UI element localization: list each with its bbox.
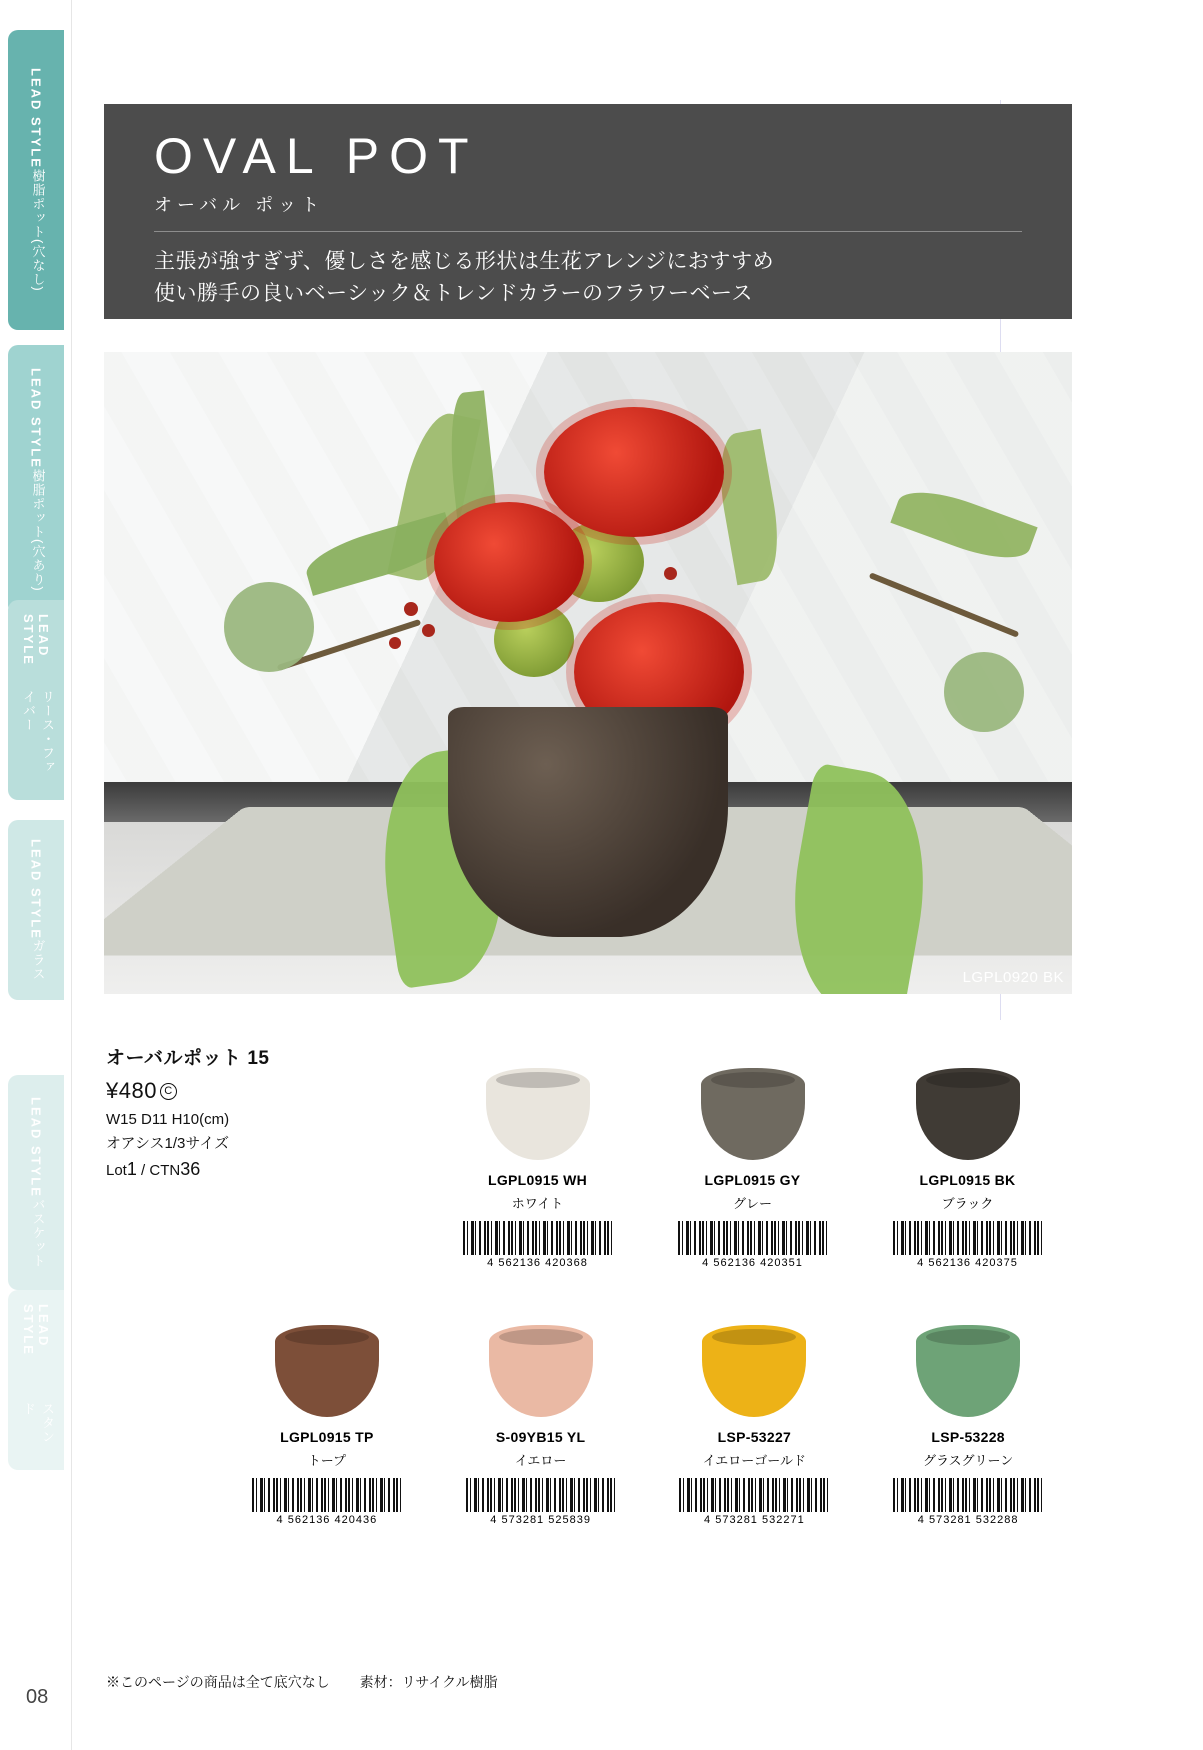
sidebar-item-label-en: LEAD STYLE bbox=[21, 1304, 51, 1356]
oval-pot-icon bbox=[275, 1325, 379, 1417]
variant-image bbox=[860, 1040, 1075, 1160]
variant-image bbox=[645, 1040, 860, 1160]
variant-row bbox=[220, 1297, 1075, 1526]
variant-code: LSP-53228 bbox=[931, 1429, 1005, 1445]
product-oasis-size: オアシス1/3サイズ bbox=[106, 1135, 230, 1152]
sidebar-item-label-jp: スタンド bbox=[21, 1401, 55, 1444]
variant-barcode bbox=[463, 1221, 613, 1269]
oval-pot-icon bbox=[916, 1068, 1020, 1160]
barcode-bars-icon bbox=[678, 1221, 828, 1255]
variant-code: LGPL0915 BK bbox=[919, 1172, 1016, 1188]
sidebar-item-resin-pot-no-hole[interactable] bbox=[8, 30, 64, 330]
variant-item[interactable] bbox=[220, 1297, 434, 1526]
lot-label: Lot bbox=[106, 1162, 127, 1179]
lot-value: 1 bbox=[126, 1159, 137, 1179]
sidebar-item-label-jp: ガラス bbox=[30, 939, 46, 982]
product-info-block bbox=[106, 1043, 406, 1180]
sidebar-item-label-jp: リース・ファイバー bbox=[21, 690, 55, 775]
header-lead-line-2: 使い勝手の良いベーシック＆トレンドカラーのフラワーベース bbox=[154, 282, 753, 306]
header-divider bbox=[154, 231, 1022, 232]
price-value: ¥480 bbox=[106, 1078, 157, 1103]
barcode-bars-icon bbox=[679, 1478, 829, 1512]
sidebar-item-label-en: LEAD STYLE bbox=[28, 68, 44, 170]
variant-item[interactable] bbox=[645, 1040, 860, 1269]
variant-item[interactable] bbox=[860, 1040, 1075, 1269]
variant-color-name: ブラック bbox=[941, 1196, 994, 1211]
header-lead-line-1: 主張が強すぎず、優しさを感じる形状は生花アレンジにおすすめ bbox=[154, 249, 775, 273]
product-variant-grid bbox=[276, 1040, 1075, 1526]
product-lot-info bbox=[106, 1159, 406, 1180]
side-tab-rail bbox=[0, 0, 72, 1750]
variant-color-name: グレー bbox=[732, 1196, 772, 1211]
variant-color-name: グラスグリーン bbox=[922, 1453, 1014, 1468]
sidebar-item-stand[interactable] bbox=[8, 1290, 64, 1470]
product-name: オーバルポット 15 bbox=[106, 1048, 270, 1069]
sidebar-item-label-en: LEAD STYLE bbox=[21, 614, 51, 666]
page-header bbox=[104, 104, 1072, 319]
barcode-digits: 4 562136 420375 bbox=[917, 1257, 1018, 1269]
barcode-digits: 4 562136 420368 bbox=[487, 1257, 588, 1269]
sidebar-item-resin-pot-with-hole[interactable] bbox=[8, 345, 64, 615]
product-dimensions: W15 D11 H10(cm) bbox=[106, 1111, 230, 1128]
variant-barcode bbox=[678, 1221, 828, 1269]
variant-image bbox=[648, 1297, 862, 1417]
variant-image bbox=[430, 1040, 645, 1160]
variant-item[interactable] bbox=[434, 1297, 648, 1526]
page-title: OVAL POT bbox=[154, 128, 479, 184]
variant-code: LGPL0915 WH bbox=[488, 1172, 587, 1188]
oval-pot-icon bbox=[916, 1325, 1020, 1417]
barcode-bars-icon bbox=[466, 1478, 616, 1512]
oval-pot-icon bbox=[702, 1325, 806, 1417]
page-bleed-divider bbox=[71, 0, 72, 1750]
hero-product-photo bbox=[104, 352, 1072, 994]
sidebar-item-label-jp: バスケット bbox=[30, 1197, 46, 1268]
variant-image bbox=[434, 1297, 648, 1417]
variant-barcode bbox=[252, 1478, 402, 1526]
header-lead-text bbox=[154, 246, 1022, 311]
oval-pot-icon bbox=[486, 1068, 590, 1160]
variant-code: LGPL0915 GY bbox=[704, 1172, 801, 1188]
variant-item[interactable] bbox=[648, 1297, 862, 1526]
variant-color-name: ホワイト bbox=[511, 1196, 564, 1211]
sidebar-item-basket[interactable] bbox=[8, 1075, 64, 1290]
sidebar-item-label-en: LEAD STYLE bbox=[28, 368, 44, 470]
barcode-digits: 4 562136 420436 bbox=[276, 1514, 378, 1526]
barcode-digits: 4 562136 420351 bbox=[702, 1257, 803, 1269]
variant-item[interactable] bbox=[430, 1040, 645, 1269]
sidebar-item-wreath-fiber[interactable] bbox=[8, 600, 64, 800]
hero-product-code: LGPL0920 BK bbox=[962, 969, 1064, 986]
barcode-digits: 4 573281 532271 bbox=[704, 1514, 805, 1526]
photo-oval-pot bbox=[448, 707, 728, 937]
barcode-bars-icon bbox=[893, 1221, 1043, 1255]
footnote-note: ※このページの商品は全て底穴なし bbox=[106, 1674, 330, 1690]
oval-pot-icon bbox=[701, 1068, 805, 1160]
variant-color-name: イエロー bbox=[514, 1453, 567, 1468]
variant-barcode bbox=[893, 1221, 1043, 1269]
variant-image bbox=[220, 1297, 434, 1417]
variant-barcode bbox=[679, 1478, 829, 1526]
sidebar-item-label-jp: 樹脂ポット(穴あり) bbox=[30, 469, 46, 592]
sidebar-item-label-en: LEAD STYLE bbox=[28, 1097, 44, 1198]
price-rank-mark: C bbox=[160, 1083, 177, 1100]
page-number: 08 bbox=[26, 1686, 49, 1708]
barcode-digits: 4 573281 532288 bbox=[917, 1514, 1019, 1526]
page-subtitle: オーバル ポット bbox=[154, 194, 325, 215]
oval-pot-icon bbox=[489, 1325, 593, 1417]
variant-row bbox=[430, 1040, 1075, 1269]
variant-code: LSP-53227 bbox=[717, 1429, 792, 1445]
variant-code: LGPL0915 TP bbox=[280, 1429, 374, 1445]
sidebar-item-label-jp: 樹脂ポット(穴なし) bbox=[30, 169, 46, 292]
variant-image bbox=[861, 1297, 1075, 1417]
barcode-bars-icon bbox=[893, 1478, 1043, 1512]
barcode-digits: 4 573281 525839 bbox=[490, 1514, 591, 1526]
page-footnote bbox=[106, 1672, 498, 1692]
variant-barcode bbox=[893, 1478, 1043, 1526]
footnote-material: 素材：リサイクル樹脂 bbox=[359, 1674, 498, 1690]
variant-barcode bbox=[466, 1478, 616, 1526]
barcode-bars-icon bbox=[252, 1478, 402, 1512]
variant-color-name: イエローゴールド bbox=[702, 1453, 806, 1468]
product-price bbox=[106, 1078, 406, 1104]
sidebar-item-glass[interactable] bbox=[8, 820, 64, 1000]
ctn-value: 36 bbox=[180, 1159, 201, 1179]
variant-code: S-09YB15 YL bbox=[495, 1429, 586, 1445]
variant-item[interactable] bbox=[861, 1297, 1075, 1526]
barcode-bars-icon bbox=[463, 1221, 613, 1255]
ctn-label: / CTN bbox=[136, 1162, 181, 1179]
variant-color-name: トープ bbox=[307, 1453, 347, 1468]
sidebar-item-label-en: LEAD STYLE bbox=[28, 838, 44, 940]
